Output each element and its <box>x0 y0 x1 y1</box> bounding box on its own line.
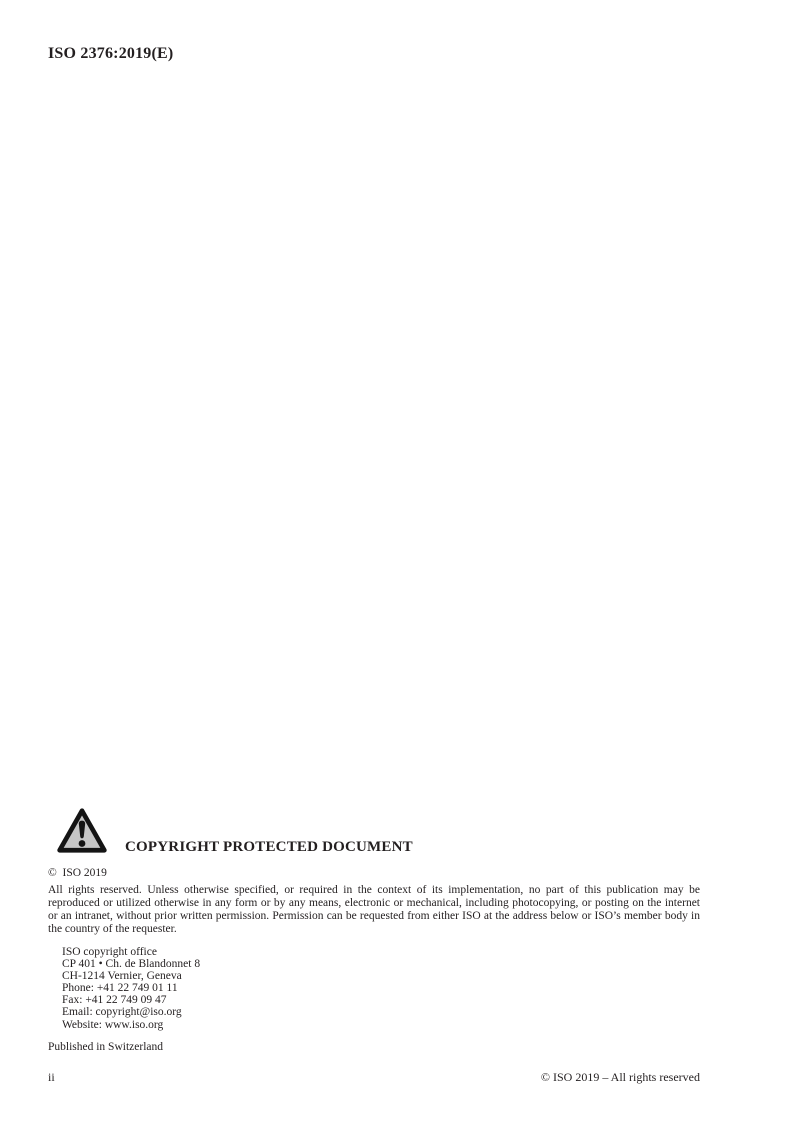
address-line-phone: Phone: +41 22 749 01 11 <box>62 982 178 995</box>
footer-copyright-notice: © ISO 2019 – All rights reserved <box>540 1070 700 1084</box>
address-line-city: CH-1214 Vernier, Geneva <box>62 970 182 983</box>
address-line-street: CP 401 • Ch. de Blandonnet 8 <box>62 958 201 971</box>
copyright-legal-paragraph: All rights reserved. Unless otherwise specified, or required in the context of its implementation, no part of this publication may be reproduced or utilized otherwise in any form or by any means, electronic or mechanical, including photocopying, or posting on the internet or an intranet, without prior written permission. Permission can be requested from either ISO at the address below or ISO’s member body in the country of the requester. <box>48 884 700 935</box>
footer-page-number: ii <box>48 1070 55 1084</box>
iso-address-block <box>62 946 200 1031</box>
address-line-email: Email: copyright@iso.org <box>62 1006 182 1019</box>
address-line-website: Website: www.iso.org <box>62 1018 164 1031</box>
warning-triangle-icon <box>56 805 108 857</box>
document-number-header: ISO 2376:2019(E) <box>48 45 174 62</box>
copyright-protected-heading: COPYRIGHT PROTECTED DOCUMENT <box>125 839 413 855</box>
address-line-office: ISO copyright office <box>62 946 157 958</box>
published-in-line: Published in Switzerland <box>48 1041 163 1053</box>
address-line-fax: Fax: +41 22 749 09 47 <box>62 994 167 1007</box>
copyright-year-line: © ISO 2019 <box>48 867 107 879</box>
